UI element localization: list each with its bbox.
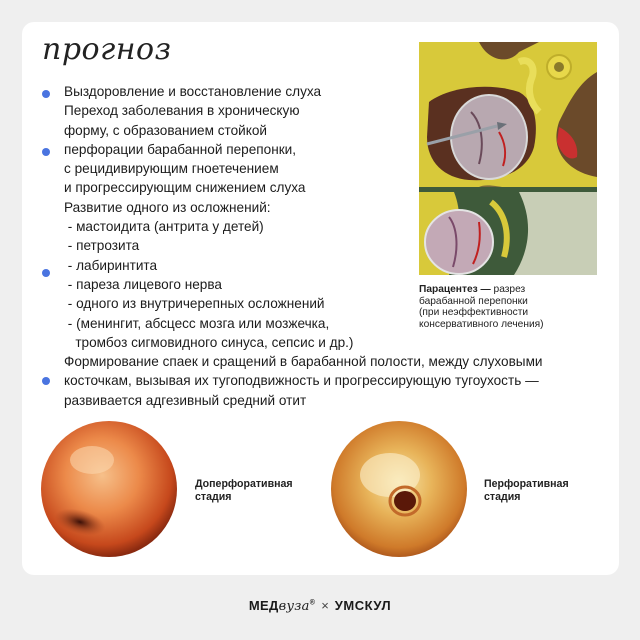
brand-logo-umskul: УМСКУЛ [334,598,392,613]
content-card [22,22,619,575]
caption-line: (при неэффективности [419,307,529,319]
caption-term: Парацентез — [419,284,491,295]
text-line: тромбоз сигмовидного синуса, сепсис и др.) [64,334,354,350]
perforative-otoscopy-image [330,420,468,558]
text-line: перфорации барабанной перепонки, [64,141,297,157]
preperforative-otoscopy-image [40,420,178,558]
bullet-2 [42,148,50,156]
text-line: Формирование спаек и сращений в барабанной полости, между слуховыми [64,354,543,370]
text-line: - петрозита [64,238,140,254]
text-line: - мастоидита (антрита у детей) [64,219,264,235]
text-line: - лабиринтита [64,257,158,273]
bullet-4 [42,377,50,385]
text-line: - одного из внутричерепных осложнений [64,296,325,312]
stage-label-preperforative: Доперфоративная стадия [195,478,293,503]
page-title: прогноз [42,32,172,67]
text-line: Выздоровление и восстановление слуха [64,84,322,99]
caption-line: консервативного лечения) [419,318,544,330]
brand-logo-medvuza: МЕДвуза® [248,598,316,614]
caption-rest: разрез [490,284,526,295]
text-line: косточкам, вызывая их тугоподвижность и прогрессирующую тугоухость — [64,373,539,389]
text-line: Развитие одного из осложнений: [64,199,271,215]
bullet-1 [42,90,50,98]
text-line: форму, с образованием стойкой [64,122,268,138]
caption-line: барабанной перепонки [419,295,528,307]
text-line: Переход заболевания в хроническую [64,103,300,119]
text-line: с рецидивирующим гноетечением [64,161,279,177]
cross-icon: × [321,598,329,613]
text-line: развивается адгезивный средний отит [64,392,307,408]
text-line: - (менингит, абсцесс мозга или мозжечка, [64,315,330,331]
illustration-caption [419,284,544,330]
text-line: и прогрессирующим снижением слуха [64,180,306,196]
bullet-3 [42,269,50,277]
footer-brands [0,598,640,614]
stage-label-perforative: Перфоративная стадия [484,478,569,503]
paracentesis-illustration [419,42,597,275]
text-line: - пареза лицевого нерва [64,276,222,292]
